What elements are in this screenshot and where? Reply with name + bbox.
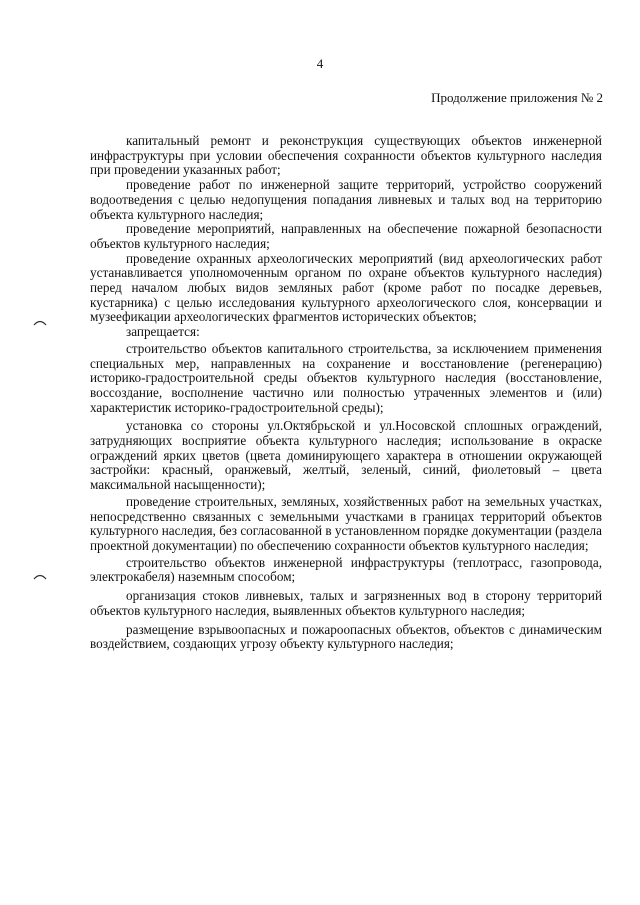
paragraph-infrastructure-ban: строительство объектов инженерной инфраструктуры (теплотрасс, газопровода, электрокабеля) наземным способом; (90, 554, 602, 585)
annex-title: Продолжение приложения № 2 (431, 90, 603, 105)
paragraph-works-ban: проведение строительных, земляных, хозяйственных работ на земельных участках, непосредственно связанных с земельными участками в границах территорий объектов культурного наследия, без согласованной в установленном порядке документации (раздела проектной документации) по обеспечению сохранности объектов культурного наследия; (90, 493, 602, 553)
paragraph-drainage-ban: организация стоков ливневых, талых и загрязненных вод в сторону территорий объектов культурного наследия, выявленных объектов культурного наследия; (90, 588, 602, 618)
paragraph-hazardous-objects-ban: размещение взрывоопасных и пожароопасных объектов, объектов с динамическим воздействием, создающих угрозу объекту культурного наследия; (90, 621, 602, 652)
paragraph-fire-safety: проведение мероприятий, направленных на обеспечение пожарной безопасности объектов культурного наследия; (90, 221, 602, 251)
paragraph-fences-ban: установка со стороны ул.Октябрьской и ул.Носовской сплошных ограждений, затрудняющих восприятие объекта культурного наследия; использование в окраске ограждений ярких цветов (цвета доминирующего характера в отношении окружающей застройки: красный, оранжевый, желтый, зеленый, синий, фиолетовый – цвета максимальной насыщенности); (90, 418, 602, 493)
paragraph-archaeological-measures: проведение охранных археологических мероприятий (вид археологических работ устанавливается уполномоченным органом по охране объектов культурного наследия) перед началом любых видов земляных работ (кроме работ по посадке деревьев, кустарника) с целью исследования культурного археологического слоя, консервации и музеефикации археологических фрагментов исторических объектов; (90, 250, 602, 325)
punch-hole-mark-icon (33, 572, 47, 580)
paragraph-capital-repair: капитальный ремонт и реконструкция существующих объектов инженерной инфраструктуры при условии обеспечения сохранности объектов культурного наследия при проведении указанных работ; (90, 133, 602, 178)
paragraph-construction-ban: строительство объектов капитального строительства, за исключением применения специальных мер, направленных на сохранение и восстановление (регенерацию) историко-градостроительной среды объектов культурного наследия (восстановление, воссоздание, восполнение частично или полностью утраченных элементов и (или) характеристик историко-градостроительной среды); (90, 340, 602, 415)
paragraph-engineering-protection: проведение работ по инженерной защите территорий, устройство сооружений водоотведения с целью недопущения попадания ливневых и талых вод на территорию объекта культурного наследия; (90, 177, 602, 222)
paragraph-prohibited-heading: запрещается: (126, 324, 200, 340)
punch-hole-mark-icon (33, 318, 47, 326)
document-body (90, 134, 602, 652)
page-number: 4 (316, 56, 324, 71)
